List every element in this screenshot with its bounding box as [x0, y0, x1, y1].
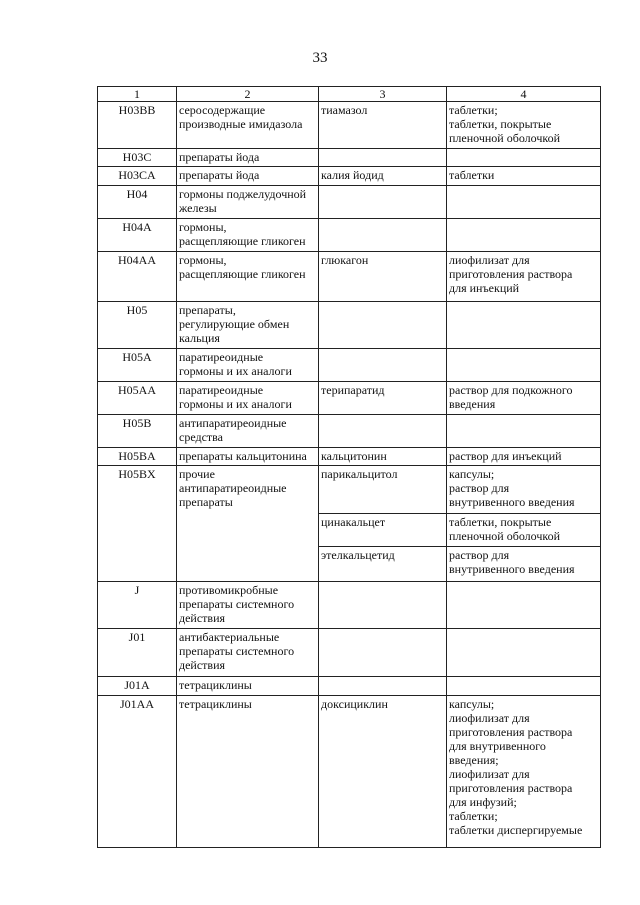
- column-header: 1: [98, 87, 177, 102]
- drug-cell: [319, 149, 447, 167]
- drug-cell: цинакальцет: [319, 514, 447, 547]
- drug-cell: глюкагон: [319, 252, 447, 302]
- atc-code-cell: H05B: [98, 415, 177, 448]
- column-header: 2: [177, 87, 319, 102]
- dosage-form-cell: [447, 349, 601, 382]
- drug-cell: калия йодид: [319, 167, 447, 186]
- dosage-form-cell: раствор для подкожного введения: [447, 382, 601, 415]
- drug-cell: [319, 629, 447, 677]
- table-row: [98, 349, 601, 382]
- drug-classification-table: [97, 86, 601, 848]
- atc-code-cell: H05BA: [98, 448, 177, 466]
- drug-cell: [319, 219, 447, 252]
- drug-cell: парикальцитол: [319, 466, 447, 514]
- group-cell: гормоны, расщепляющие гликоген: [177, 252, 319, 302]
- dosage-form-cell: [447, 302, 601, 349]
- dosage-form-cell: таблетки: [447, 167, 601, 186]
- table-row: [98, 382, 601, 415]
- dosage-form-cell: таблетки, покрытые пленочной оболочкой: [447, 514, 601, 547]
- table-row: [98, 149, 601, 167]
- group-cell: гормоны, расщепляющие гликоген: [177, 219, 319, 252]
- dosage-form-cell: [447, 629, 601, 677]
- group-cell: паратиреоидные гормоны и их аналоги: [177, 349, 319, 382]
- atc-code-cell: J01AA: [98, 696, 177, 848]
- atc-code-cell: J01A: [98, 677, 177, 696]
- dosage-form-cell: [447, 219, 601, 252]
- table-row: [98, 466, 601, 514]
- dosage-form-cell: лиофилизат для приготовления раствора для инъекций: [447, 252, 601, 302]
- group-cell: прочие антипаратиреоидные препараты: [177, 466, 319, 582]
- group-cell: тетрациклины: [177, 696, 319, 848]
- group-cell: препараты кальцитонина: [177, 448, 319, 466]
- dosage-form-cell: [447, 677, 601, 696]
- table-row: [98, 415, 601, 448]
- atc-code-cell: H03CA: [98, 167, 177, 186]
- atc-code-cell: H05AA: [98, 382, 177, 415]
- table-header-row: [98, 87, 601, 102]
- dosage-form-cell: таблетки; таблетки, покрытые пленочной оболочкой: [447, 102, 601, 149]
- dosage-form-cell: капсулы; раствор для внутривенного введения: [447, 466, 601, 514]
- table-row: [98, 696, 601, 848]
- atc-code-cell: J01: [98, 629, 177, 677]
- table-row: [98, 167, 601, 186]
- atc-code-cell: H03BB: [98, 102, 177, 149]
- dosage-form-cell: [447, 186, 601, 219]
- column-header: 3: [319, 87, 447, 102]
- dosage-form-cell: капсулы; лиофилизат для приготовления раствора для внутривенного введения; лиофилизат для приготовления раствора для инфузий; таблетки; таблетки диспергируемые: [447, 696, 601, 848]
- atc-code-cell: J: [98, 582, 177, 629]
- dosage-form-cell: [447, 582, 601, 629]
- drug-cell: кальцитонин: [319, 448, 447, 466]
- table-row: [98, 102, 601, 149]
- dosage-form-cell: раствор для внутривенного введения: [447, 547, 601, 582]
- atc-code-cell: H05BX: [98, 466, 177, 582]
- dosage-form-cell: раствор для инъекций: [447, 448, 601, 466]
- atc-code-cell: H03C: [98, 149, 177, 167]
- table-row: [98, 677, 601, 696]
- group-cell: препараты, регулирующие обмен кальция: [177, 302, 319, 349]
- dosage-form-cell: [447, 415, 601, 448]
- group-cell: тетрациклины: [177, 677, 319, 696]
- table-row: [98, 448, 601, 466]
- drug-cell: [319, 677, 447, 696]
- atc-code-cell: H05A: [98, 349, 177, 382]
- atc-code-cell: H04: [98, 186, 177, 219]
- group-cell: препараты йода: [177, 149, 319, 167]
- group-cell: антипаратиреоидные средства: [177, 415, 319, 448]
- table-row: [98, 252, 601, 302]
- table-row: [98, 219, 601, 252]
- group-cell: противомикробные препараты системного действия: [177, 582, 319, 629]
- drug-cell: [319, 582, 447, 629]
- column-header: 4: [447, 87, 601, 102]
- group-cell: гормоны поджелудочной железы: [177, 186, 319, 219]
- dosage-form-cell: [447, 149, 601, 167]
- table-row: [98, 186, 601, 219]
- drug-cell: терипаратид: [319, 382, 447, 415]
- table-row: [98, 629, 601, 677]
- drug-cell: [319, 186, 447, 219]
- drug-cell: тиамазол: [319, 102, 447, 149]
- table-row: [98, 302, 601, 349]
- group-cell: серосодержащие производные имидазола: [177, 102, 319, 149]
- drug-cell: [319, 349, 447, 382]
- table-row: [98, 582, 601, 629]
- atc-code-cell: H04AA: [98, 252, 177, 302]
- group-cell: паратиреоидные гормоны и их аналоги: [177, 382, 319, 415]
- drug-cell: доксициклин: [319, 696, 447, 848]
- atc-code-cell: H04A: [98, 219, 177, 252]
- group-cell: препараты йода: [177, 167, 319, 186]
- group-cell: антибактериальные препараты системного действия: [177, 629, 319, 677]
- drug-cell: [319, 302, 447, 349]
- atc-code-cell: H05: [98, 302, 177, 349]
- drug-cell: [319, 415, 447, 448]
- drug-cell: этелкальцетид: [319, 547, 447, 582]
- page-number: 33: [312, 50, 328, 66]
